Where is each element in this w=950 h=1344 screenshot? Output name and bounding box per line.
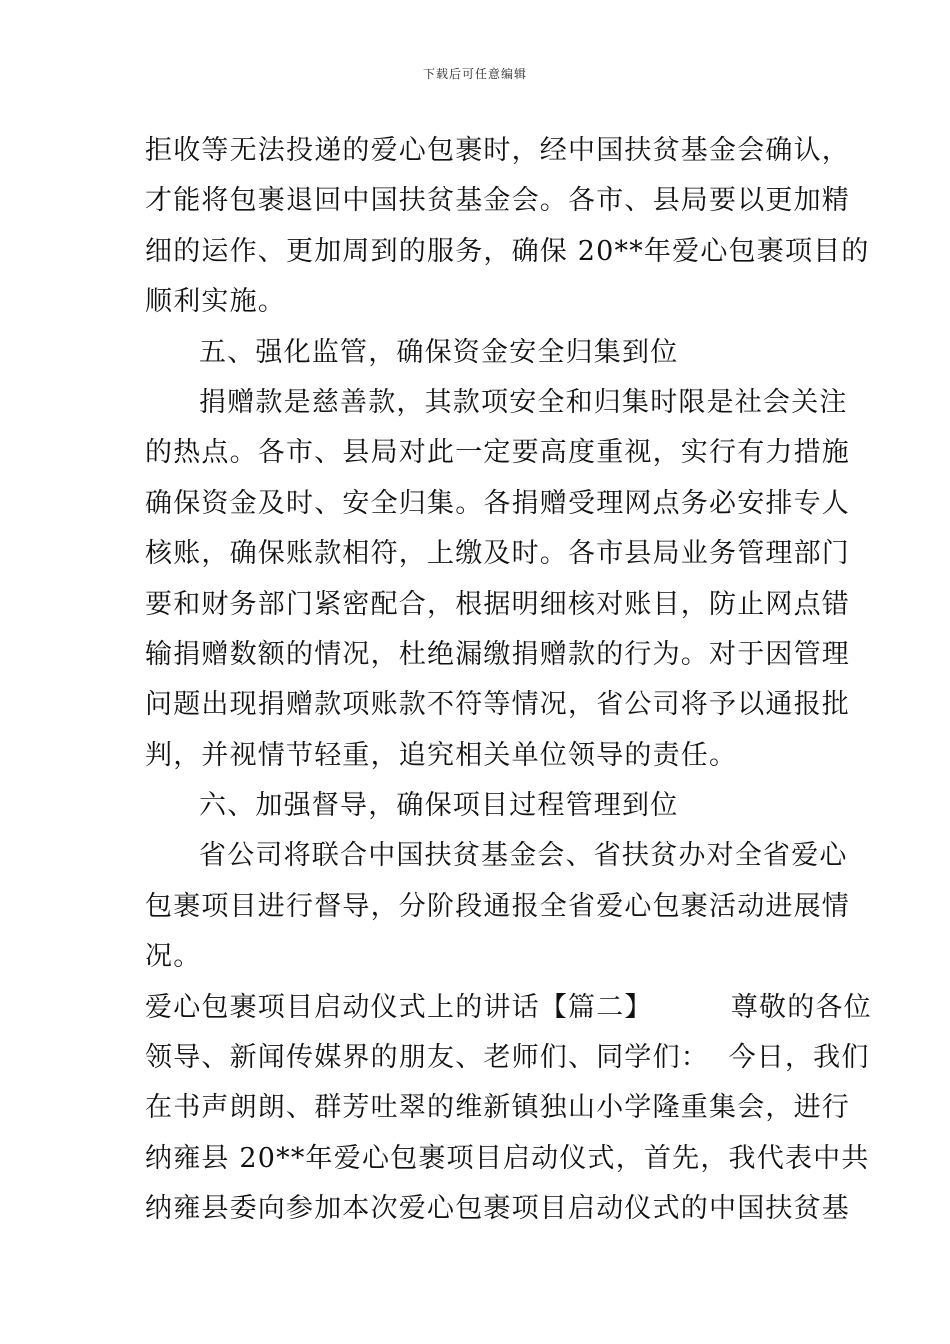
speech-title-line: 爱心包裹项目启动仪式上的讲话【篇二】 尊敬的各位 bbox=[145, 991, 872, 1023]
text-line: 才能将包裹退回中国扶贫基金会。各市、县局要以更加精 bbox=[145, 185, 850, 217]
text-line: 的热点。各市、县局对此一定要高度重视，实行有力措施 bbox=[145, 437, 850, 469]
text-line: 顺利实施。 bbox=[145, 286, 286, 318]
text-line: 况。 bbox=[145, 941, 202, 973]
paragraph-first-line: 省公司将联合中国扶贫基金会、省扶贫办对全省爱心 bbox=[199, 840, 848, 872]
section-heading-5: 五、强化监管，确保资金安全归集到位 bbox=[199, 336, 679, 368]
text-line: 包裹项目进行督导，分阶段通报全省爱心包裹活动进展情 bbox=[145, 890, 850, 922]
document-body bbox=[145, 126, 872, 1235]
text-line: 领导、新闻传媒界的朋友、老师们、同学们： 今日，我们 bbox=[145, 1042, 870, 1074]
text-line: 输捐赠数额的情况，杜绝漏缴捐赠款的行为。对于因管理 bbox=[145, 638, 850, 670]
page-header: 下载后可任意编辑 bbox=[422, 67, 527, 81]
text-line: 要和财务部门紧密配合，根据明细核对账目，防止网点错 bbox=[145, 588, 850, 620]
text-line: 细的运作、更加周到的服务，确保 20**年爱心包裹项目的 bbox=[145, 235, 870, 267]
text-line: 纳雍县 20**年爱心包裹项目启动仪式，首先，我代表中共 bbox=[145, 1142, 870, 1174]
text-line: 拒收等无法投递的爱心包裹时，经中国扶贫基金会确认， bbox=[145, 135, 850, 166]
text-line: 纳雍县委向参加本次爱心包裹项目启动仪式的中国扶贫基 bbox=[145, 1193, 850, 1225]
text-line: 确保资金及时、安全归集。各捐赠受理网点务必安排专人 bbox=[145, 487, 850, 519]
text-line: 判，并视情节轻重，追究相关单位领导的责任。 bbox=[145, 739, 738, 771]
paragraph-first-line: 捐赠款是慈善款，其款项安全和归集时限是社会关注 bbox=[199, 386, 848, 418]
text-line: 核账，确保账款相符，上缴及时。各市县局业务管理部门 bbox=[145, 538, 850, 570]
text-line: 问题出现捐赠款项账款不符等情况，省公司将予以通报批 bbox=[145, 689, 850, 721]
text-line: 在书声朗朗、群芳吐翠的维新镇独山小学隆重集会，进行 bbox=[145, 1092, 850, 1124]
section-heading-6: 六、加强督导，确保项目过程管理到位 bbox=[199, 790, 679, 822]
